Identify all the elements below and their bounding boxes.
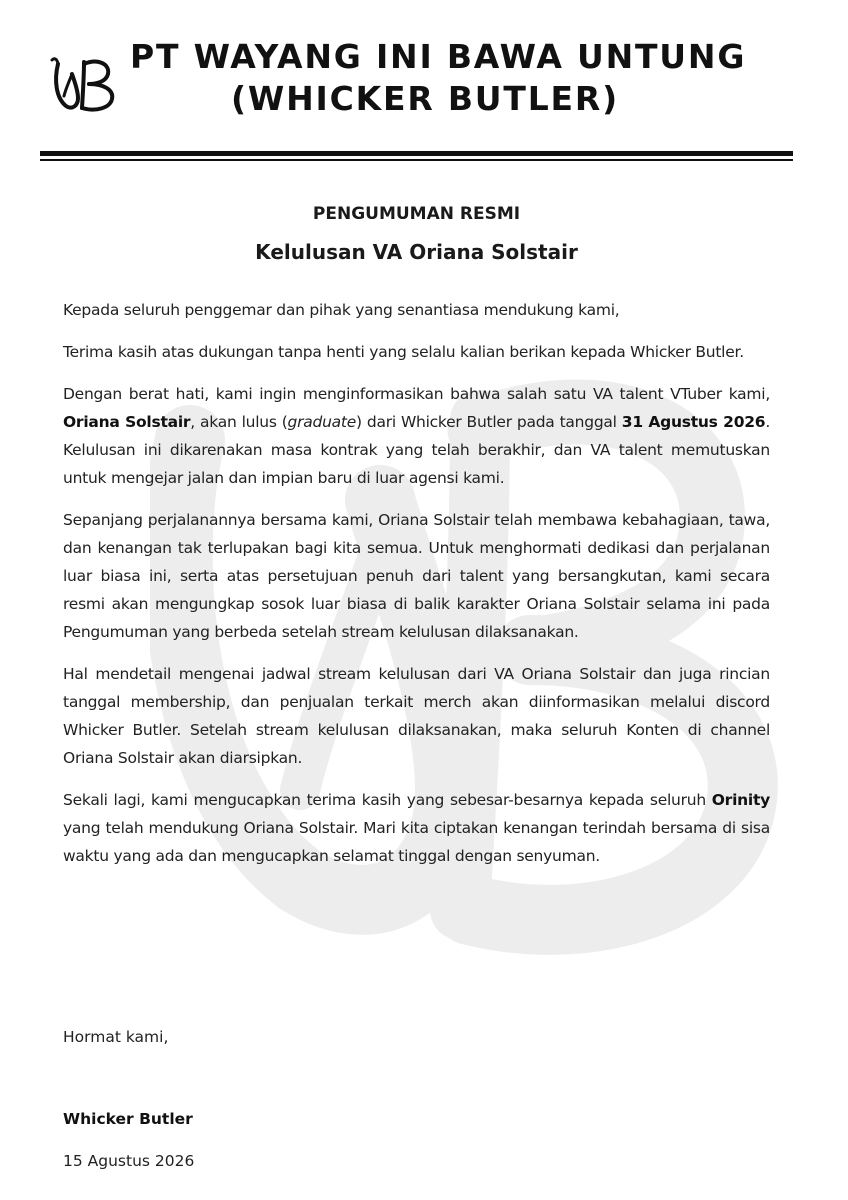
company-name: [130, 36, 747, 120]
announcement-body: [63, 296, 770, 884]
paragraph-graduation-text-a: Dengan berat hati, kami ingin menginformasikan bahwa salah satu VA talent VTuber kami,: [63, 385, 770, 403]
announcement-date: 15 Agustus 2026: [63, 1152, 195, 1170]
graduate-term: graduate: [287, 413, 357, 431]
paragraph-greeting: Kepada seluruh penggemar dan pihak yang senantiasa mendukung kami,: [63, 301, 620, 319]
company-logo-icon: [48, 52, 118, 114]
paragraph-farewell: [63, 786, 770, 870]
paragraph-graduation-text-c: ) dari Whicker Butler pada tanggal: [356, 413, 622, 431]
paragraph-farewell-text-b: yang telah mendukung Oriana Solstair. Mari kita ciptakan kenangan terindah bersama di sisa waktu yang ada dan mengucapkan selamat tinggal dengan senyuman.: [63, 819, 770, 865]
paragraph-graduation-text-d: . Kelulusan ini dikarenakan masa kontrak yang telah berakhir, dan VA talent memutuskan untuk mengejar jalan dan impian baru di luar agensi kami.: [63, 413, 770, 487]
signer-name: Whicker Butler: [63, 1110, 193, 1128]
company-name-line2: (WHICKER BUTLER): [231, 79, 619, 118]
fanbase-name: Orinity: [711, 791, 770, 809]
paragraph-graduation-text-b: , akan lulus (: [190, 413, 288, 431]
paragraph-graduation: [63, 380, 770, 492]
announcement-title: PENGUMUMAN RESMI: [312, 204, 521, 224]
paragraph-thanks: Terima kasih atas dukungan tanpa henti yang selalu kalian berikan kepada Whicker Butler.: [63, 343, 744, 361]
header-divider-thick: [40, 151, 793, 156]
closing-salutation: Hormat kami,: [63, 1028, 169, 1046]
talent-name: Oriana Solstair: [63, 413, 191, 431]
paragraph-journey: Sepanjang perjalanannya bersama kami, Oriana Solstair telah membawa kebahagiaan, tawa, dan kenangan tak terlupakan bagi kita semua. Untuk menghormati dedikasi dan perjalanan luar biasa ini, serta atas persetujuan penuh dari talent yang bersangkutan, kami secara resmi akan mengungkap sosok luar biasa di balik karakter Oriana Solstair selama ini pada Pengumuman yang berbeda setelah stream kelulusan dilaksanakan.: [63, 511, 770, 641]
graduation-date: 31 Agustus 2026: [621, 413, 766, 431]
company-name-line1: PT WAYANG INI BAWA UNTUNG: [130, 37, 747, 76]
paragraph-details: Hal mendetail mengenai jadwal stream kelulusan dari VA Oriana Solstair dan juga rincian tanggal membership, dan penjualan terkait merch akan diinformasikan melalui discord Whicker Butler. Setelah stream kelulusan dilaksanakan, maka seluruh Konten di channel Oriana Solstair akan diarsipkan.: [63, 665, 770, 767]
announcement-subtitle: Kelulusan VA Oriana Solstair: [255, 240, 578, 264]
paragraph-farewell-text-a: Sekali lagi, kami mengucapkan terima kasih yang sebesar-besarnya kepada seluruh: [63, 791, 712, 809]
header-divider-thin: [40, 159, 793, 161]
